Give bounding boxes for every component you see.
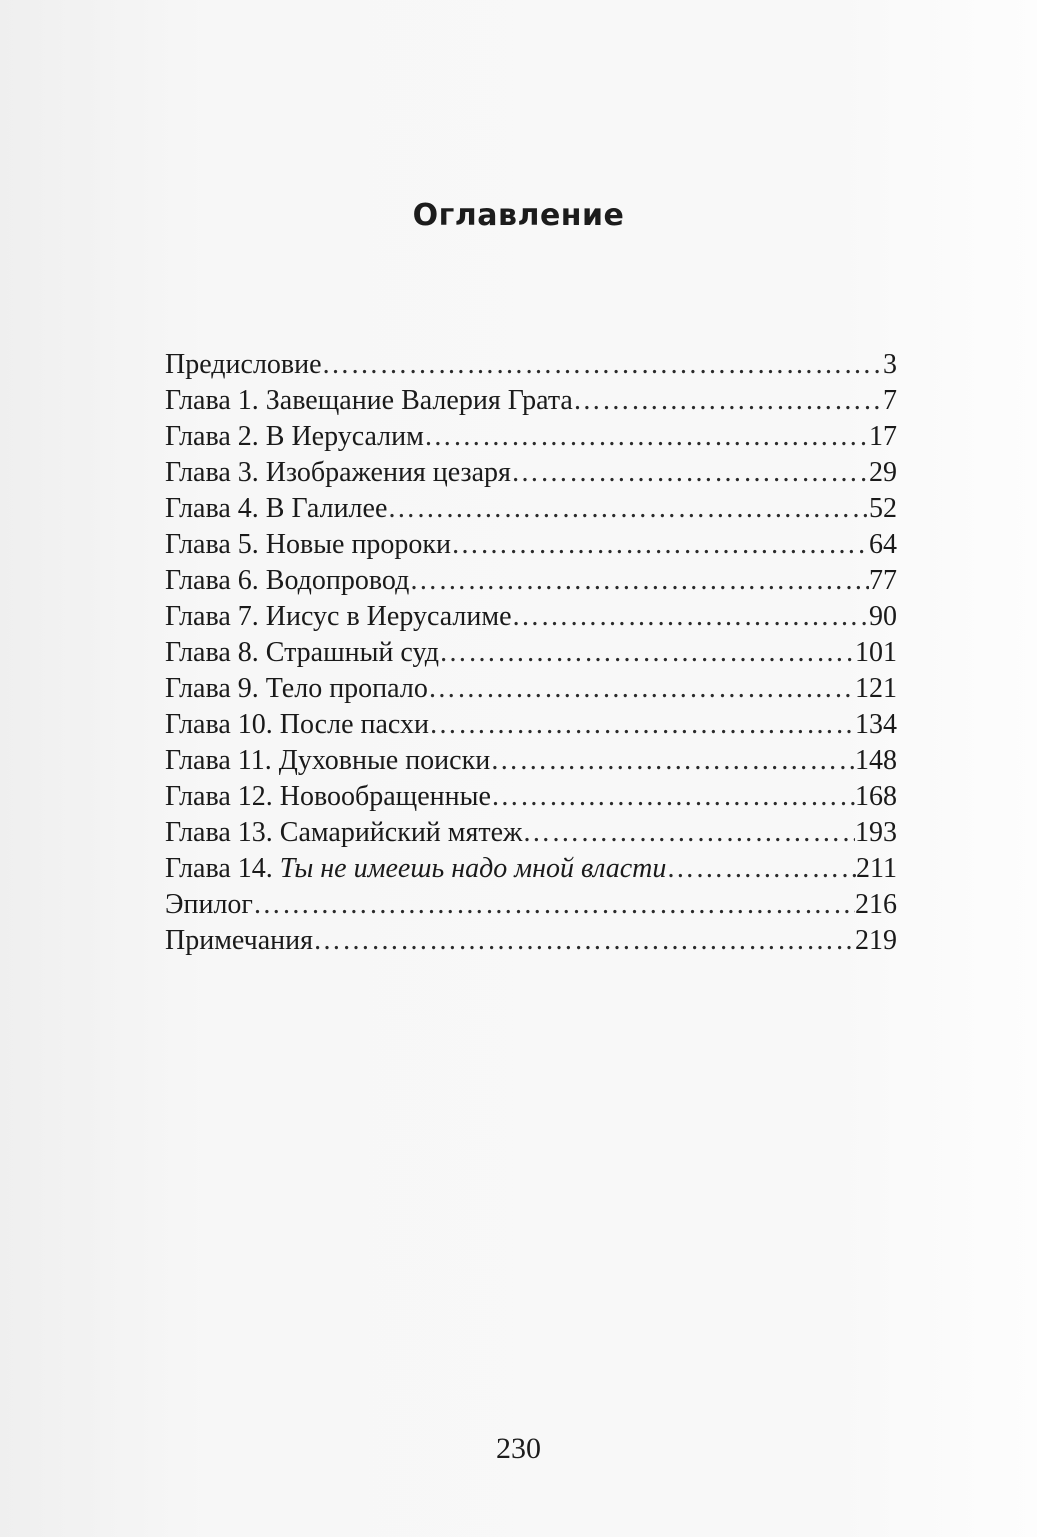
toc-entry-title: Глава 10. После пасхи	[165, 709, 429, 740]
toc-entry	[165, 671, 897, 707]
toc-entry-page: 52	[869, 493, 897, 524]
toc-leader-dots	[439, 635, 855, 671]
toc-entry-page: 219	[855, 925, 897, 956]
toc-entry	[165, 887, 897, 923]
toc-entry-title: Глава 6. Водопровод	[165, 565, 410, 596]
toc-entry	[165, 419, 897, 455]
toc-entry-title: Глава 14. Ты не имеешь надо мной власти	[165, 853, 667, 884]
toc-entry-title: Глава 3. Изображения цезаря	[165, 457, 511, 488]
toc-leader-dots	[573, 383, 883, 419]
toc-entry-title: Глава 13. Самарийский мятеж	[165, 817, 523, 848]
toc-entry-title: Глава 4. В Галилее	[165, 493, 388, 524]
toc-leader-dots	[387, 491, 869, 527]
toc-entry-title: Примечания	[165, 925, 314, 956]
toc-entry	[165, 383, 897, 419]
toc-entry	[165, 815, 897, 851]
toc-entry-title: Глава 7. Иисус в Иерусалиме	[165, 601, 512, 632]
toc-entry-page: 121	[855, 673, 897, 704]
toc-entry	[165, 707, 897, 743]
toc-entry-page: 3	[883, 349, 897, 380]
toc-entry-page: 90	[869, 601, 897, 632]
toc-entry-title: Глава 11. Духовные поиски	[165, 745, 491, 776]
table-of-contents	[165, 347, 897, 959]
toc-leader-dots	[313, 923, 855, 959]
toc-entry-page: 134	[855, 709, 897, 740]
toc-entry-title: Глава 12. Новообращенные	[165, 781, 491, 812]
toc-entry-title: Предисловие	[165, 349, 322, 380]
toc-entry-page: 148	[855, 745, 897, 776]
toc-entry	[165, 563, 897, 599]
toc-entry-title: Глава 1. Завещание Валерия Грата	[165, 385, 573, 416]
toc-leader-dots	[511, 455, 869, 491]
toc-leader-dots	[322, 347, 883, 383]
toc-leader-dots	[429, 707, 855, 743]
toc-leader-dots	[424, 419, 869, 455]
toc-leader-dots	[428, 671, 855, 707]
toc-entry	[165, 635, 897, 671]
toc-leader-dots	[490, 743, 855, 779]
toc-entry-title: Глава 5. Новые пророки	[165, 529, 452, 560]
toc-entry-page: 64	[869, 529, 897, 560]
toc-entry-page: 193	[855, 817, 897, 848]
toc-entry	[165, 455, 897, 491]
toc-leader-dots	[253, 887, 855, 923]
toc-entry-page: 168	[855, 781, 897, 812]
toc-leader-dots	[409, 563, 869, 599]
toc-entry-title: Глава 8. Страшный суд	[165, 637, 439, 668]
toc-entry	[165, 347, 897, 383]
toc-entry-page: 7	[883, 385, 897, 416]
toc-heading: Оглавление	[412, 198, 625, 233]
toc-entry	[165, 923, 897, 959]
toc-entry	[165, 527, 897, 563]
toc-leader-dots	[512, 599, 870, 635]
toc-entry-page: 29	[869, 457, 897, 488]
toc-entry	[165, 743, 897, 779]
toc-entry	[165, 491, 897, 527]
toc-entry-page: 17	[869, 421, 897, 452]
toc-leader-dots	[491, 779, 855, 815]
toc-leader-dots	[522, 815, 855, 851]
toc-entry-title: Глава 2. В Иерусалим	[165, 421, 424, 452]
toc-leader-dots	[666, 851, 856, 887]
toc-entry-title: Глава 9. Тело пропало	[165, 673, 428, 704]
toc-entry-page: 101	[855, 637, 897, 668]
toc-entry-page: 211	[856, 853, 897, 884]
toc-leader-dots	[451, 527, 869, 563]
page-number: 230	[496, 1432, 541, 1465]
toc-entry	[165, 599, 897, 635]
toc-entry-title: Эпилог	[165, 889, 253, 920]
toc-entry-page: 77	[869, 565, 897, 596]
toc-entry	[165, 851, 897, 887]
toc-entry-page: 216	[855, 889, 897, 920]
toc-entry	[165, 779, 897, 815]
